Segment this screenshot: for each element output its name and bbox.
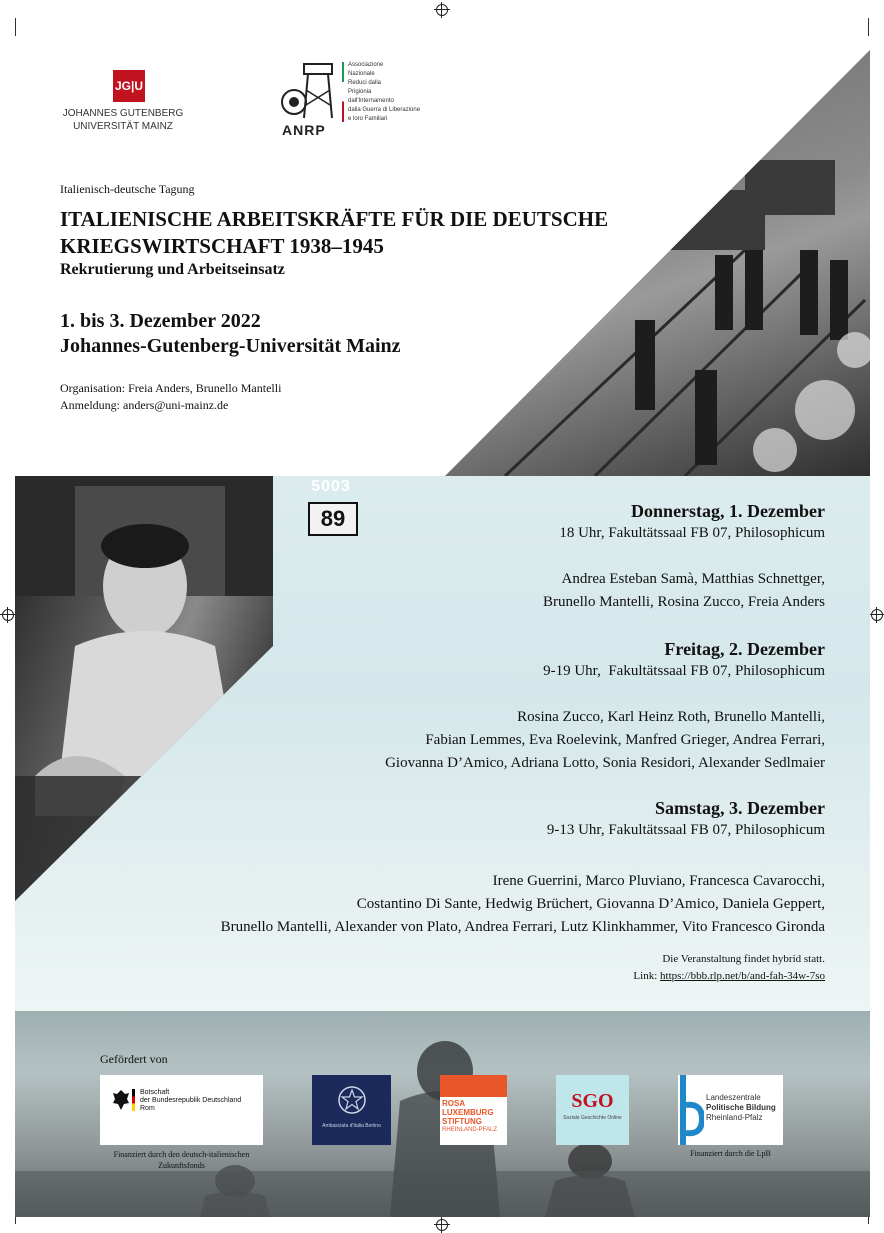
subtitle: Rekrutierung und Arbeitseinsatz xyxy=(60,261,285,278)
hybrid-note: Die Veranstaltung findet hybrid statt. xyxy=(662,953,825,965)
jgu-mark: JG|U xyxy=(113,70,145,102)
anrp-line: e loro Familiari xyxy=(348,116,388,122)
lpb-line: Politische Bildung xyxy=(706,1103,776,1112)
speaker-line: Fabian Lemmes, Eva Roelevink, Manfred Grieger, Andrea Ferrari, xyxy=(425,732,825,748)
anrp-line: Reduci dalla xyxy=(348,80,382,86)
day-time: 9-19 Uhr, Fakultätssaal FB 07, Philosophicum xyxy=(543,663,825,679)
hybrid-link-label: Link: xyxy=(633,970,661,982)
registration: Anmeldung: anders@uni-mainz.de xyxy=(60,398,229,412)
anrp-logo xyxy=(278,60,423,140)
day-heading: Freitag, 2. Dezember xyxy=(664,639,825,659)
event-venue: Johannes-Gutenberg-Universität Mainz xyxy=(60,335,401,357)
anrp-line: dalla Guerra di Liberazione xyxy=(348,107,421,113)
day-block-thursday xyxy=(225,500,825,614)
page-title-line2: KRIEGSWIRTSCHAFT 1938–1945 xyxy=(60,234,384,258)
lpb-caption: Finanziert durch die LpB xyxy=(690,1149,771,1158)
embassy-line: Botschaft xyxy=(140,1089,170,1096)
rosa-line: RHEINLAND-PFALZ xyxy=(442,1127,498,1133)
lpb-line: Landeszentrale xyxy=(706,1093,761,1102)
corner-tick xyxy=(868,18,869,36)
day-heading: Donnerstag, 1. Dezember xyxy=(631,501,825,521)
day-heading: Samstag, 3. Dezember xyxy=(655,798,825,818)
kicker: Italienisch-deutsche Tagung xyxy=(60,182,195,196)
speaker-line: Brunello Mantelli, Alexander von Plato, Andrea Ferrari, Lutz Klinkhammer, Vito Francesco Gironda xyxy=(220,919,825,935)
speaker-line: Costantino Di Sante, Hedwig Brüchert, Giovanna D’Amico, Daniela Geppert, xyxy=(356,896,825,912)
crop-mark-top xyxy=(436,4,448,16)
railway-photo-drawing xyxy=(445,50,870,476)
anrp-name: ANRP xyxy=(282,122,326,138)
jgu-name-line1: JOHANNES GUTENBERG xyxy=(62,108,184,119)
saturday-speakers xyxy=(45,870,825,939)
anrp-line: Associazione xyxy=(348,62,384,68)
schedule xyxy=(225,500,825,865)
crop-mark-left xyxy=(2,609,14,621)
rosa-line: ROSA xyxy=(442,1099,466,1108)
day-block-saturday xyxy=(225,797,825,865)
anrp-line: Nazionale xyxy=(348,71,375,77)
hybrid-link-row xyxy=(633,970,825,982)
day-time: 9-13 Uhr, Fakultätssaal FB 07, Philosophicum xyxy=(546,822,825,838)
day-block-friday xyxy=(225,638,825,775)
rosa-luxemburg-logo xyxy=(440,1075,507,1145)
sgo-logo xyxy=(556,1075,629,1145)
plate-number-top: 5003 xyxy=(311,478,351,495)
page-title-line1: ITALIENISCHE ARBEITSKRÄFTE FÜR DIE DEUTSCHE xyxy=(60,207,609,231)
sgo-sub: Soziale Geschichte Online xyxy=(563,1115,622,1121)
day-time: 18 Uhr, Fakultätssaal FB 07, Philosophicum xyxy=(559,525,825,541)
speaker-line: Rosina Zucco, Karl Heinz Roth, Brunello Mantelli, xyxy=(517,709,825,725)
plate-number-bottom: 89 xyxy=(308,502,358,536)
italian-emblem-icon xyxy=(337,1085,367,1115)
rosa-orange-block xyxy=(440,1075,507,1097)
anrp-line: Prigionia xyxy=(348,89,372,95)
italian-flag-stripe xyxy=(342,62,344,122)
anrp-line: dall'Internamento xyxy=(348,98,394,104)
jgu-name-line2: UNIVERSITÄT MAINZ xyxy=(73,121,173,132)
embassy-line: Rom xyxy=(140,1105,155,1112)
rosa-line: LUXEMBURG xyxy=(442,1108,494,1117)
sponsors-heading: Gefördert von xyxy=(100,1052,168,1066)
event-date: 1. bis 3. Dezember 2022 xyxy=(60,310,261,332)
hybrid-link[interactable]: https://bbb.rlp.net/b/and-fah-34w-7so xyxy=(660,970,825,982)
speaker-line: Giovanna D’Amico, Adriana Lotto, Sonia Residori, Alexander Sedlmaier xyxy=(385,755,825,771)
railway-workers-photo xyxy=(445,50,870,476)
organisation: Organisation: Freia Anders, Brunello Mantelli xyxy=(60,381,282,395)
eagle-icon xyxy=(112,1089,130,1111)
corner-tick xyxy=(15,18,16,36)
rosa-line: STIFTUNG xyxy=(442,1117,482,1126)
anrp-tower-icon xyxy=(278,60,340,122)
embassy-line: der Bundesrepublik Deutschland xyxy=(140,1097,242,1104)
italian-embassy-caption: Ambasciata d'Italia Berlino xyxy=(322,1123,381,1129)
jgu-logo xyxy=(58,70,188,136)
speaker-line: Irene Guerrini, Marco Pluviano, Francesca Cavarocchi, xyxy=(492,873,825,889)
lpb-b-icon xyxy=(678,1075,704,1145)
speaker-line: Brunello Mantelli, Rosina Zucco, Freia Anders xyxy=(542,594,825,610)
embassy-caption: Finanziert durch den deutsch-italienischen Zukunftsfonds xyxy=(113,1150,250,1170)
german-flag-stripe xyxy=(132,1089,135,1111)
crop-mark-bottom xyxy=(436,1219,448,1231)
lpb-logo xyxy=(678,1075,783,1145)
lpb-line: Rheinland-Pfalz xyxy=(706,1113,763,1122)
embassy-germany-logo xyxy=(100,1075,263,1145)
sgo-mark: SGO xyxy=(571,1090,614,1112)
speaker-line: Andrea Esteban Samà, Matthias Schnettger, xyxy=(561,571,825,587)
crop-mark-right xyxy=(871,609,883,621)
italian-embassy-logo xyxy=(312,1075,391,1145)
